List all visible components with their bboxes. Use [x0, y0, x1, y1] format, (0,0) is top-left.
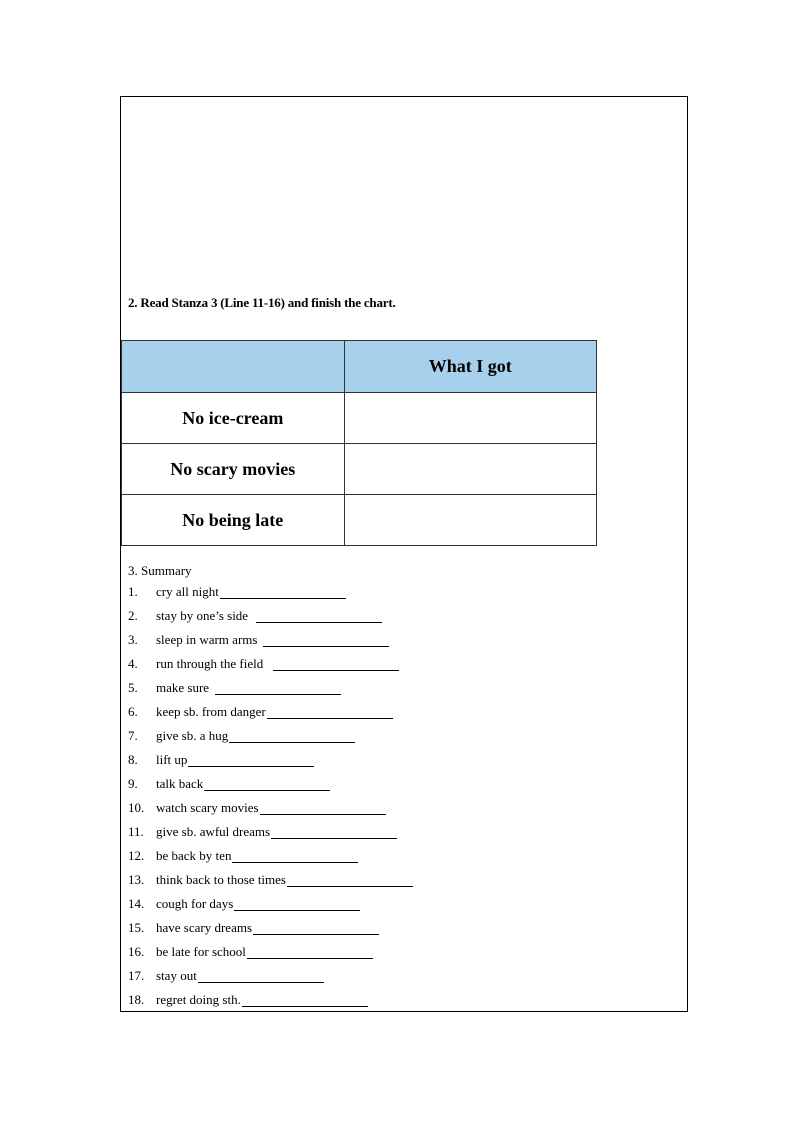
summary-title: 3. Summary [128, 563, 192, 578]
item-phrase: think back to those times [156, 872, 286, 887]
item-phrase: be back by ten [156, 848, 232, 863]
answer-blank[interactable] [234, 896, 360, 911]
list-item [128, 584, 413, 608]
item-phrase: give sb. awful dreams [156, 824, 271, 839]
answer-blank[interactable] [271, 824, 397, 839]
summary-list [128, 584, 413, 1016]
list-item [128, 992, 413, 1016]
item-phrase: run through the field [156, 656, 264, 671]
chart-row [122, 495, 597, 546]
item-phrase: talk back [156, 776, 204, 791]
list-item [128, 896, 413, 920]
list-item [128, 656, 413, 680]
item-number: 12. [128, 848, 145, 863]
list-item [128, 848, 413, 872]
chart-header-empty [122, 341, 345, 393]
answer-blank[interactable] [256, 608, 382, 623]
list-item [128, 608, 413, 632]
item-phrase: sleep in warm arms [156, 632, 258, 647]
answer-blank[interactable] [273, 656, 399, 671]
list-item [128, 752, 413, 776]
item-number: 10. [128, 800, 145, 815]
list-item [128, 728, 413, 752]
item-number: 13. [128, 872, 145, 887]
item-number: 15. [128, 920, 145, 935]
section-2-instruction: 2. Read Stanza 3 (Line 11-16) and finish the chart. [128, 295, 396, 310]
chart-row [122, 444, 597, 495]
item-phrase: lift up [156, 752, 188, 767]
answer-blank[interactable] [220, 584, 346, 599]
answer-blank[interactable] [215, 680, 341, 695]
item-phrase: cry all night [156, 584, 219, 599]
item-number: 2. [128, 608, 138, 623]
answer-blank[interactable] [287, 872, 413, 887]
list-item [128, 776, 413, 800]
chart-row-label: No ice-cream [122, 393, 345, 444]
item-number: 8. [128, 752, 138, 767]
chart-answer-cell[interactable] [344, 444, 596, 495]
list-item [128, 800, 413, 824]
item-number: 11. [128, 824, 144, 839]
chart-answer-cell[interactable] [344, 495, 596, 546]
list-item [128, 632, 413, 656]
list-item [128, 920, 413, 944]
answer-blank[interactable] [229, 728, 355, 743]
list-item [128, 968, 413, 992]
list-item [128, 680, 413, 704]
answer-blank[interactable] [247, 944, 373, 959]
item-phrase: be late for school [156, 944, 246, 959]
chart-row-label: No scary movies [122, 444, 345, 495]
list-item [128, 872, 413, 896]
list-item [128, 944, 413, 968]
item-phrase: regret doing sth. [156, 992, 241, 1007]
answer-blank[interactable] [204, 776, 330, 791]
item-phrase: cough for days [156, 896, 234, 911]
stanza-chart [121, 340, 597, 546]
answer-blank[interactable] [267, 704, 393, 719]
item-number: 18. [128, 992, 145, 1007]
item-phrase: give sb. a hug [156, 728, 229, 743]
item-phrase: keep sb. from danger [156, 704, 266, 719]
item-number: 7. [128, 728, 138, 743]
item-number: 17. [128, 968, 145, 983]
chart-row-label: No being late [122, 495, 345, 546]
item-phrase: stay out [156, 968, 197, 983]
answer-blank[interactable] [253, 920, 379, 935]
chart-answer-cell[interactable] [344, 393, 596, 444]
item-number: 4. [128, 656, 138, 671]
chart-header-row [122, 341, 597, 393]
item-number: 3. [128, 632, 138, 647]
item-number: 9. [128, 776, 138, 791]
list-item [128, 824, 413, 848]
answer-blank[interactable] [198, 968, 324, 983]
item-number: 16. [128, 944, 145, 959]
item-number: 1. [128, 584, 138, 599]
item-number: 14. [128, 896, 145, 911]
item-number: 6. [128, 704, 138, 719]
answer-blank[interactable] [242, 992, 368, 1007]
answer-blank[interactable] [263, 632, 389, 647]
chart-header-what-i-got: What I got [344, 341, 596, 393]
item-phrase: make sure [156, 680, 210, 695]
item-phrase: stay by one’s side [156, 608, 249, 623]
item-phrase: have scary dreams [156, 920, 253, 935]
answer-blank[interactable] [232, 848, 358, 863]
item-phrase: watch scary movies [156, 800, 259, 815]
chart-row [122, 393, 597, 444]
list-item [128, 704, 413, 728]
answer-blank[interactable] [188, 752, 314, 767]
answer-blank[interactable] [260, 800, 386, 815]
item-number: 5. [128, 680, 138, 695]
